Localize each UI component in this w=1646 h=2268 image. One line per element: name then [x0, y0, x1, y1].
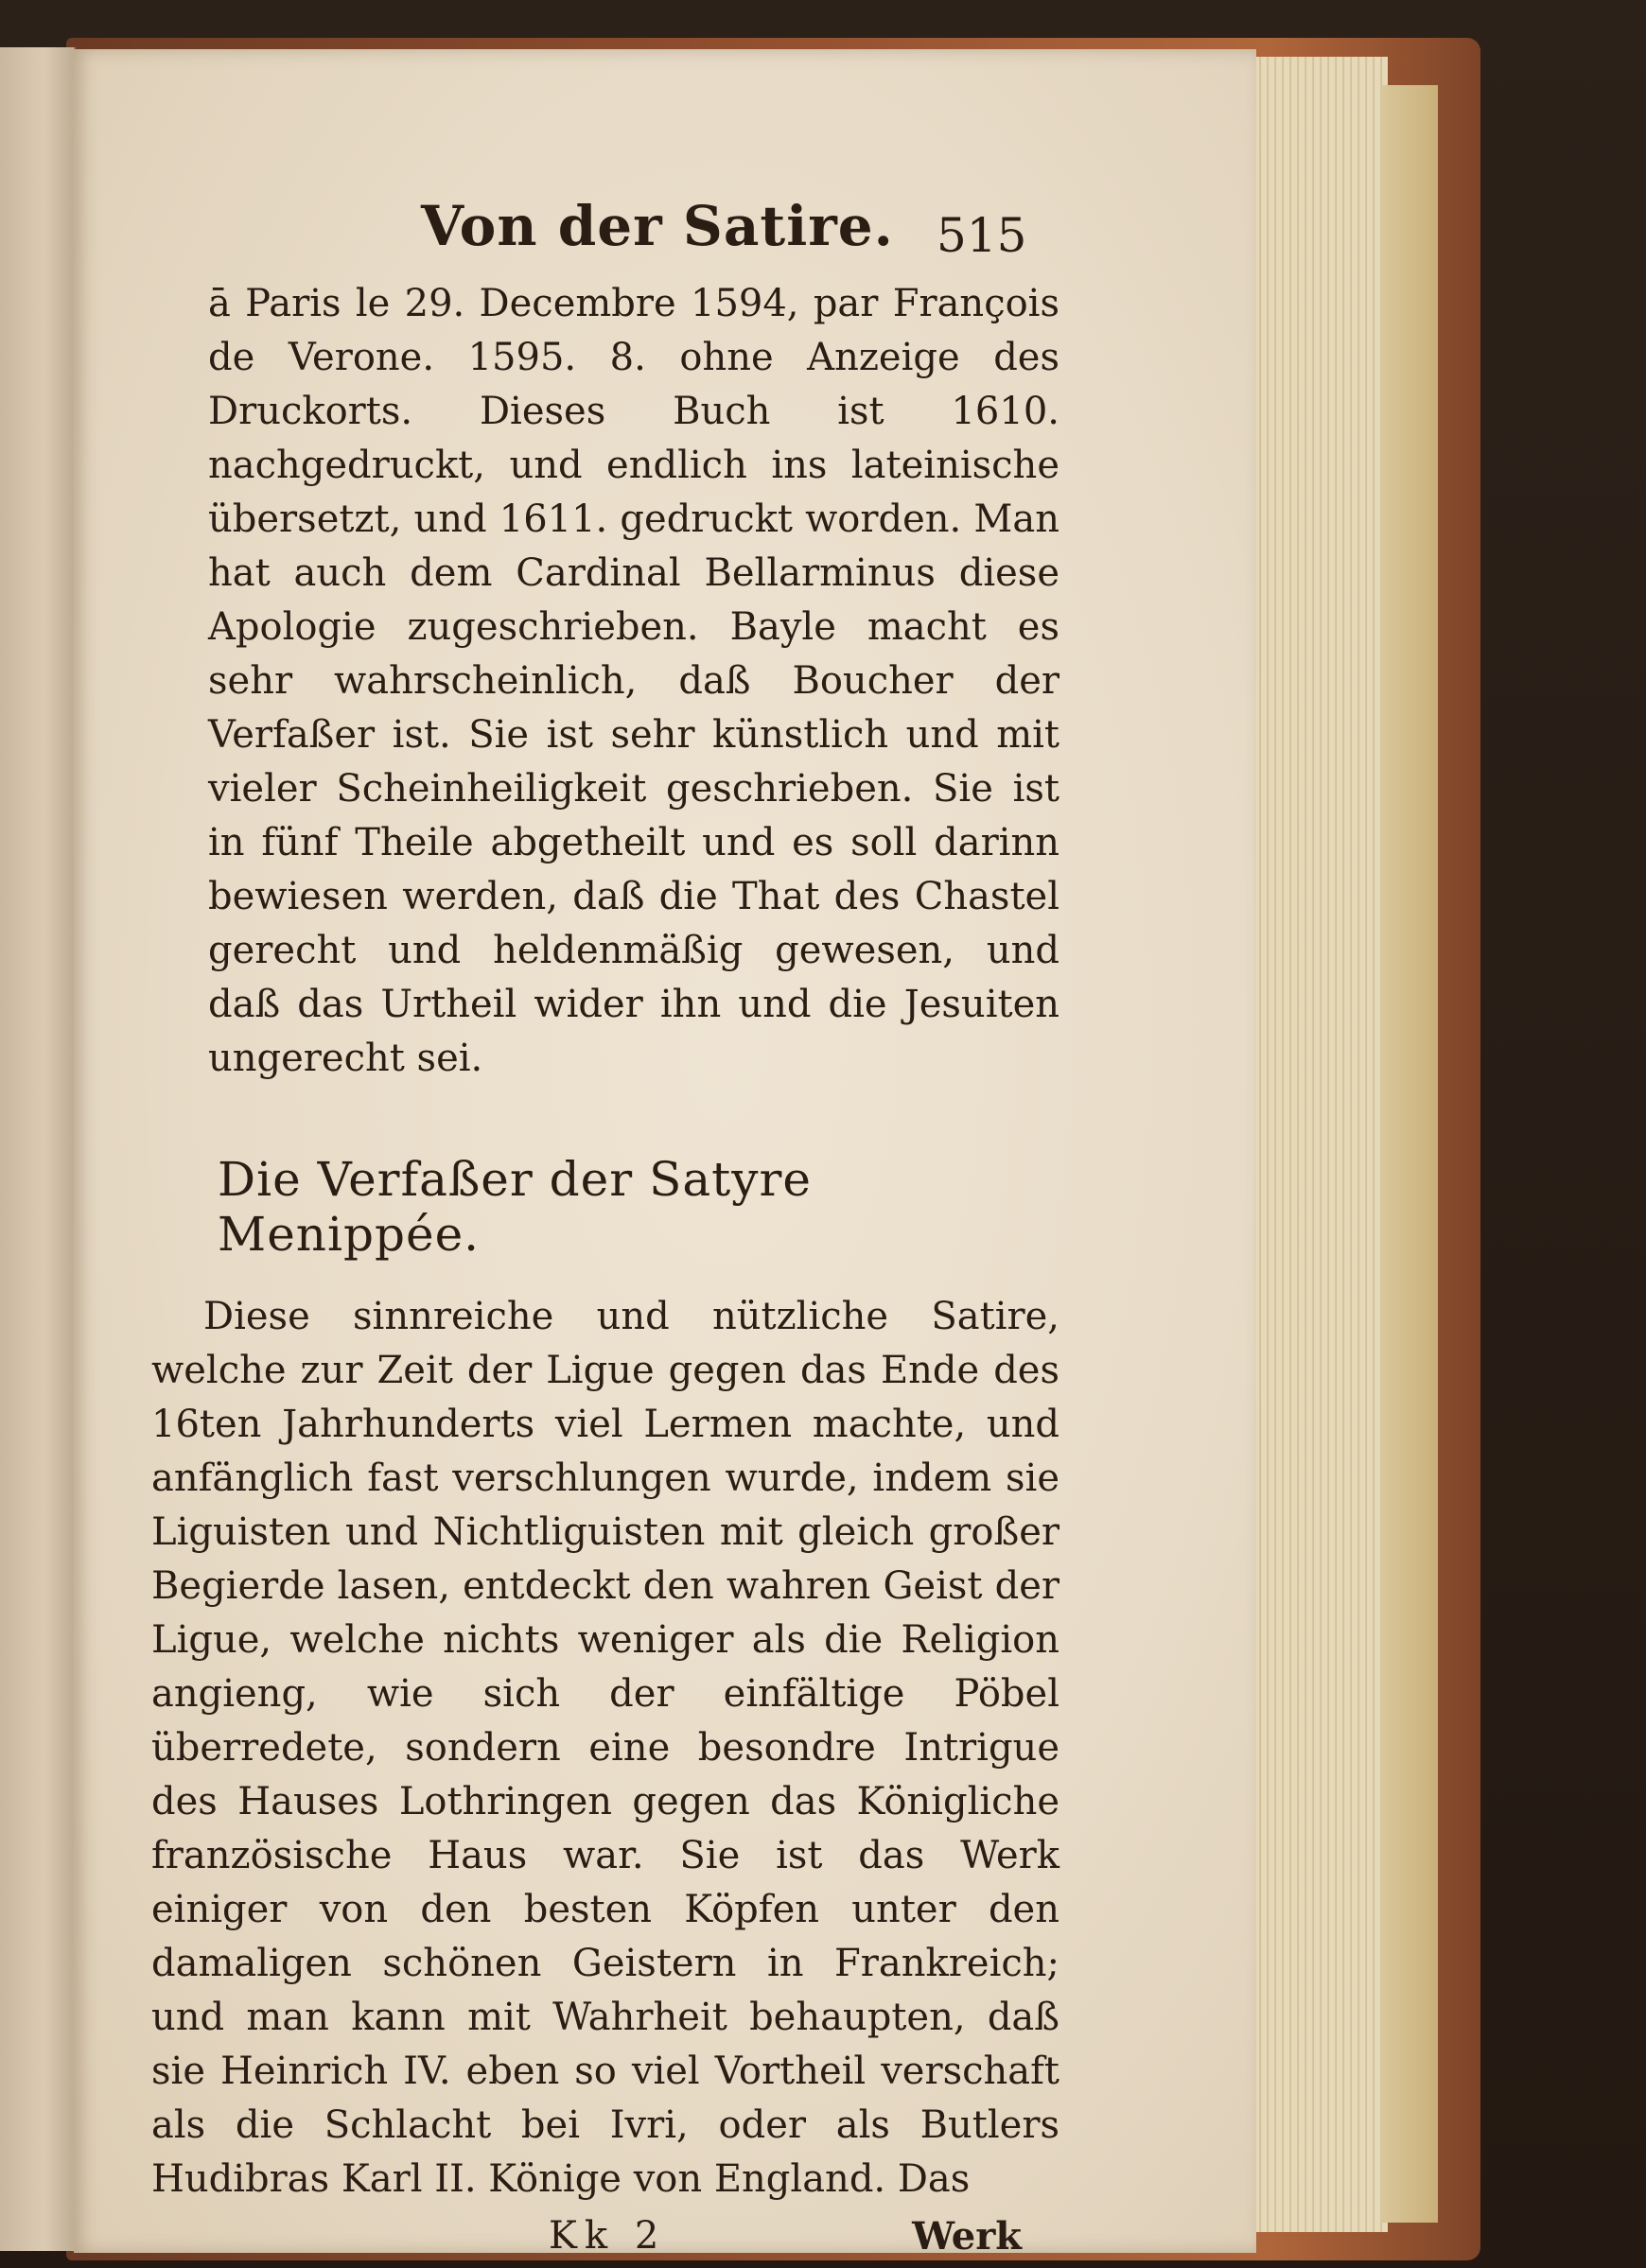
paragraph-1: ā Paris le 29. Decembre 1594, par François de Verone. 1595. 8. ohne Anzeige des Druckorts. Dieses Buch ist 1610. nachgedruckt, und endlich ins lateinische übersetzt, und 1611. gedruckt worden. Man hat auch dem Cardinal Bellarminus diese Apologie zugeschrieben. Bayle macht es sehr wahrscheinlich, daß Boucher der Verfaßer ist. Sie ist sehr künstlich und mit vieler Scheinheiligkeit geschrieben. Sie ist in fünf Theile abgetheilt und es soll darinn bewiesen werden, daß die That des Chastel gerecht und heldenmäßig gewesen, und daß das Urtheil wider ihn und die Jesuiten ungerecht sei.	[208, 282, 1059, 1080]
paragraph-2: Diese sinnreiche und nützliche Satire, welche zur Zeit der Ligue gegen das Ende des 16ten Jahrhunderts viel Lermen machte, und anfänglich fast verschlungen wurde, indem sie Liguisten und Nichtliguisten mit gleich großer Begierde lasen, entdeckt den wahren Geist der Ligue, welche nichts weniger als die Religion angieng, wie sich der einfältige Pöbel überredete, sondern eine besondre Intrigue des Hauses Lothringen gegen das Königliche französische Haus war. Sie ist das Werk einiger von den besten Köpfen unter den damaligen schönen Geistern in Frankreich; und man kann mit Wahrheit behaupten, daß sie Heinrich IV. eben so viel Vortheil verschaft als die Schlacht bei Ivri, oder als Butlers Hudibras Karl II. Könige von England. Das	[151, 1295, 1059, 2201]
signature-mark: Kk 2	[549, 2214, 667, 2258]
catchword: Werk	[912, 2214, 1022, 2259]
page-text	[151, 180, 1059, 2268]
page-number: 515	[937, 208, 1027, 263]
running-title: Von der Satire.	[421, 194, 894, 258]
facing-page-edge	[0, 47, 76, 2251]
page-footer	[151, 2214, 1059, 2268]
running-header	[151, 180, 1059, 270]
section-heading: Die Verfaßer der Satyre Menippée.	[218, 1152, 812, 1262]
page-edges-shade	[1381, 85, 1438, 2223]
